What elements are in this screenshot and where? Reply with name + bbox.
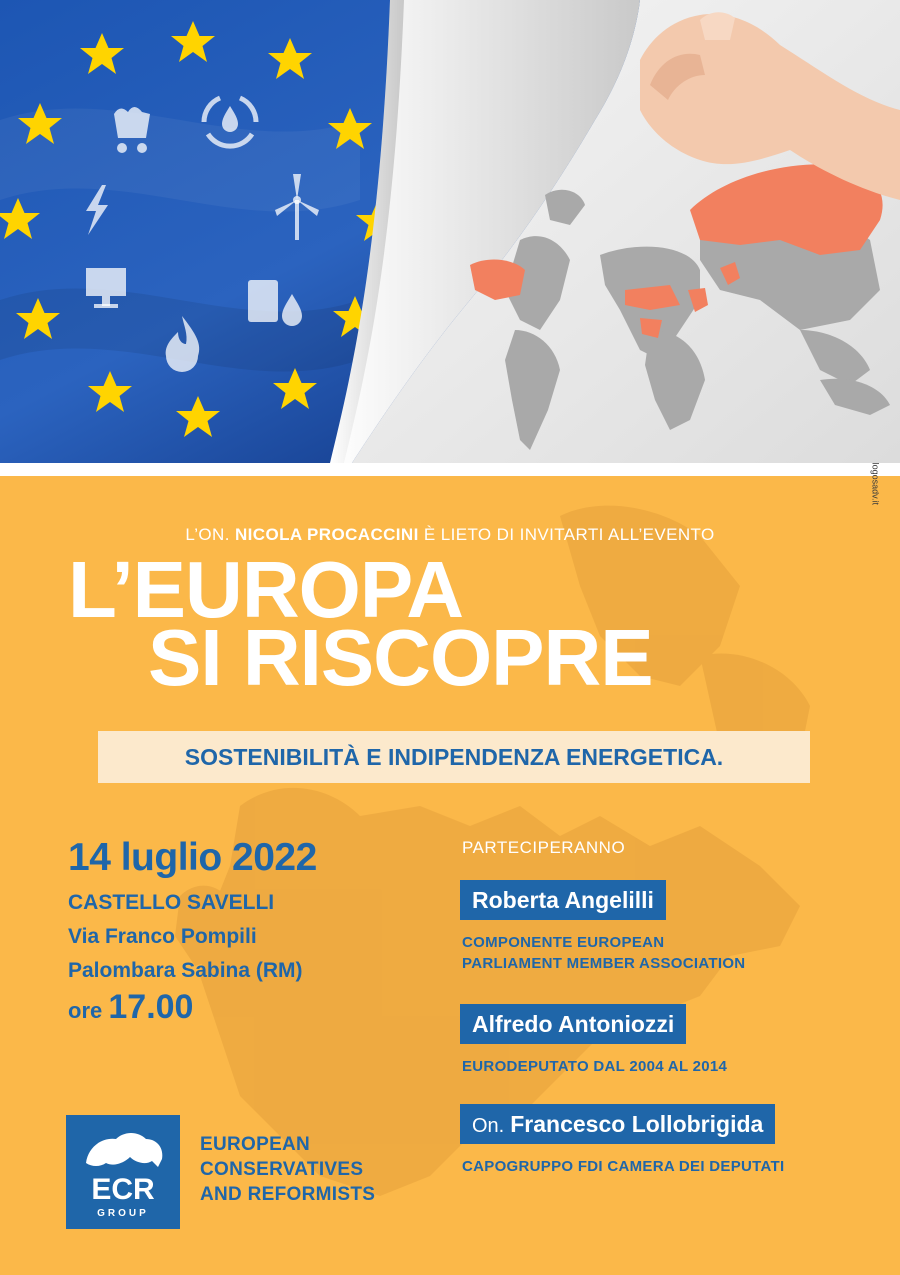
speaker-3-prefix: On. bbox=[472, 1115, 505, 1137]
ecr-logo-sub: GROUP bbox=[97, 1208, 149, 1219]
speaker-role-3 bbox=[462, 1156, 784, 1177]
ecr-line-3: AND REFORMISTS bbox=[200, 1184, 376, 1205]
ecr-line-1: EUROPEAN bbox=[200, 1134, 311, 1155]
speaker-role-2 bbox=[462, 1056, 727, 1077]
time-prefix: ore bbox=[68, 998, 103, 1023]
title-line-1: L’EUROPA bbox=[68, 545, 464, 634]
invite-prefix: L’ON. bbox=[185, 525, 230, 544]
event-subtitle: SOSTENIBILITÀ E INDIPENDENZA ENERGETICA. bbox=[98, 731, 810, 783]
speaker-3-name: Francesco Lollobrigida bbox=[510, 1111, 764, 1137]
speaker-3-role-line-1: CAPOGRUPPO FDI CAMERA DEI DEPUTATI bbox=[462, 1158, 785, 1175]
credit-text: logosadv.it bbox=[870, 462, 880, 505]
speaker-name-2 bbox=[460, 1004, 686, 1044]
speaker-2-name: Alfredo Antoniozzi bbox=[472, 1011, 675, 1037]
venue-street: Via Franco Pompili bbox=[68, 925, 257, 948]
title-line-2: SI RISCOPRE bbox=[148, 613, 653, 702]
invite-line bbox=[0, 525, 900, 545]
event-venue bbox=[68, 886, 303, 988]
venue-city: Palombara Sabina (RM) bbox=[68, 959, 303, 982]
event-title bbox=[68, 545, 828, 702]
speaker-2-role-line-1: EURODEPUTATO DAL 2004 AL 2014 bbox=[462, 1058, 728, 1075]
speaker-1-role-line-2: PARLIAMENT MEMBER ASSOCIATION bbox=[462, 955, 746, 972]
lion-silhouette-icon bbox=[86, 1133, 162, 1167]
speaker-role-1 bbox=[462, 932, 745, 974]
header-image bbox=[0, 0, 900, 463]
event-time bbox=[68, 988, 193, 1027]
speaker-name-1 bbox=[460, 880, 666, 920]
ecr-logo-main: ECR bbox=[91, 1173, 155, 1206]
ecr-line-2: CONSERVATIVES bbox=[200, 1159, 364, 1180]
ecr-logo bbox=[66, 1115, 180, 1229]
time-value: 17.00 bbox=[108, 988, 194, 1026]
event-date: 14 luglio 2022 bbox=[68, 836, 317, 879]
speaker-1-name: Roberta Angelilli bbox=[472, 887, 654, 913]
ecr-name bbox=[200, 1132, 375, 1207]
speaker-1-role-line-1: COMPONENTE EUROPEAN bbox=[462, 934, 665, 951]
participants-label: PARTECIPERANNO bbox=[462, 838, 626, 857]
speaker-name-3 bbox=[460, 1104, 775, 1144]
invite-suffix: È LIETO DI INVITARTI ALL’EVENTO bbox=[423, 525, 715, 544]
venue-name: CASTELLO SAVELLI bbox=[68, 891, 275, 914]
invite-host-name: NICOLA PROCACCINI bbox=[235, 525, 419, 544]
